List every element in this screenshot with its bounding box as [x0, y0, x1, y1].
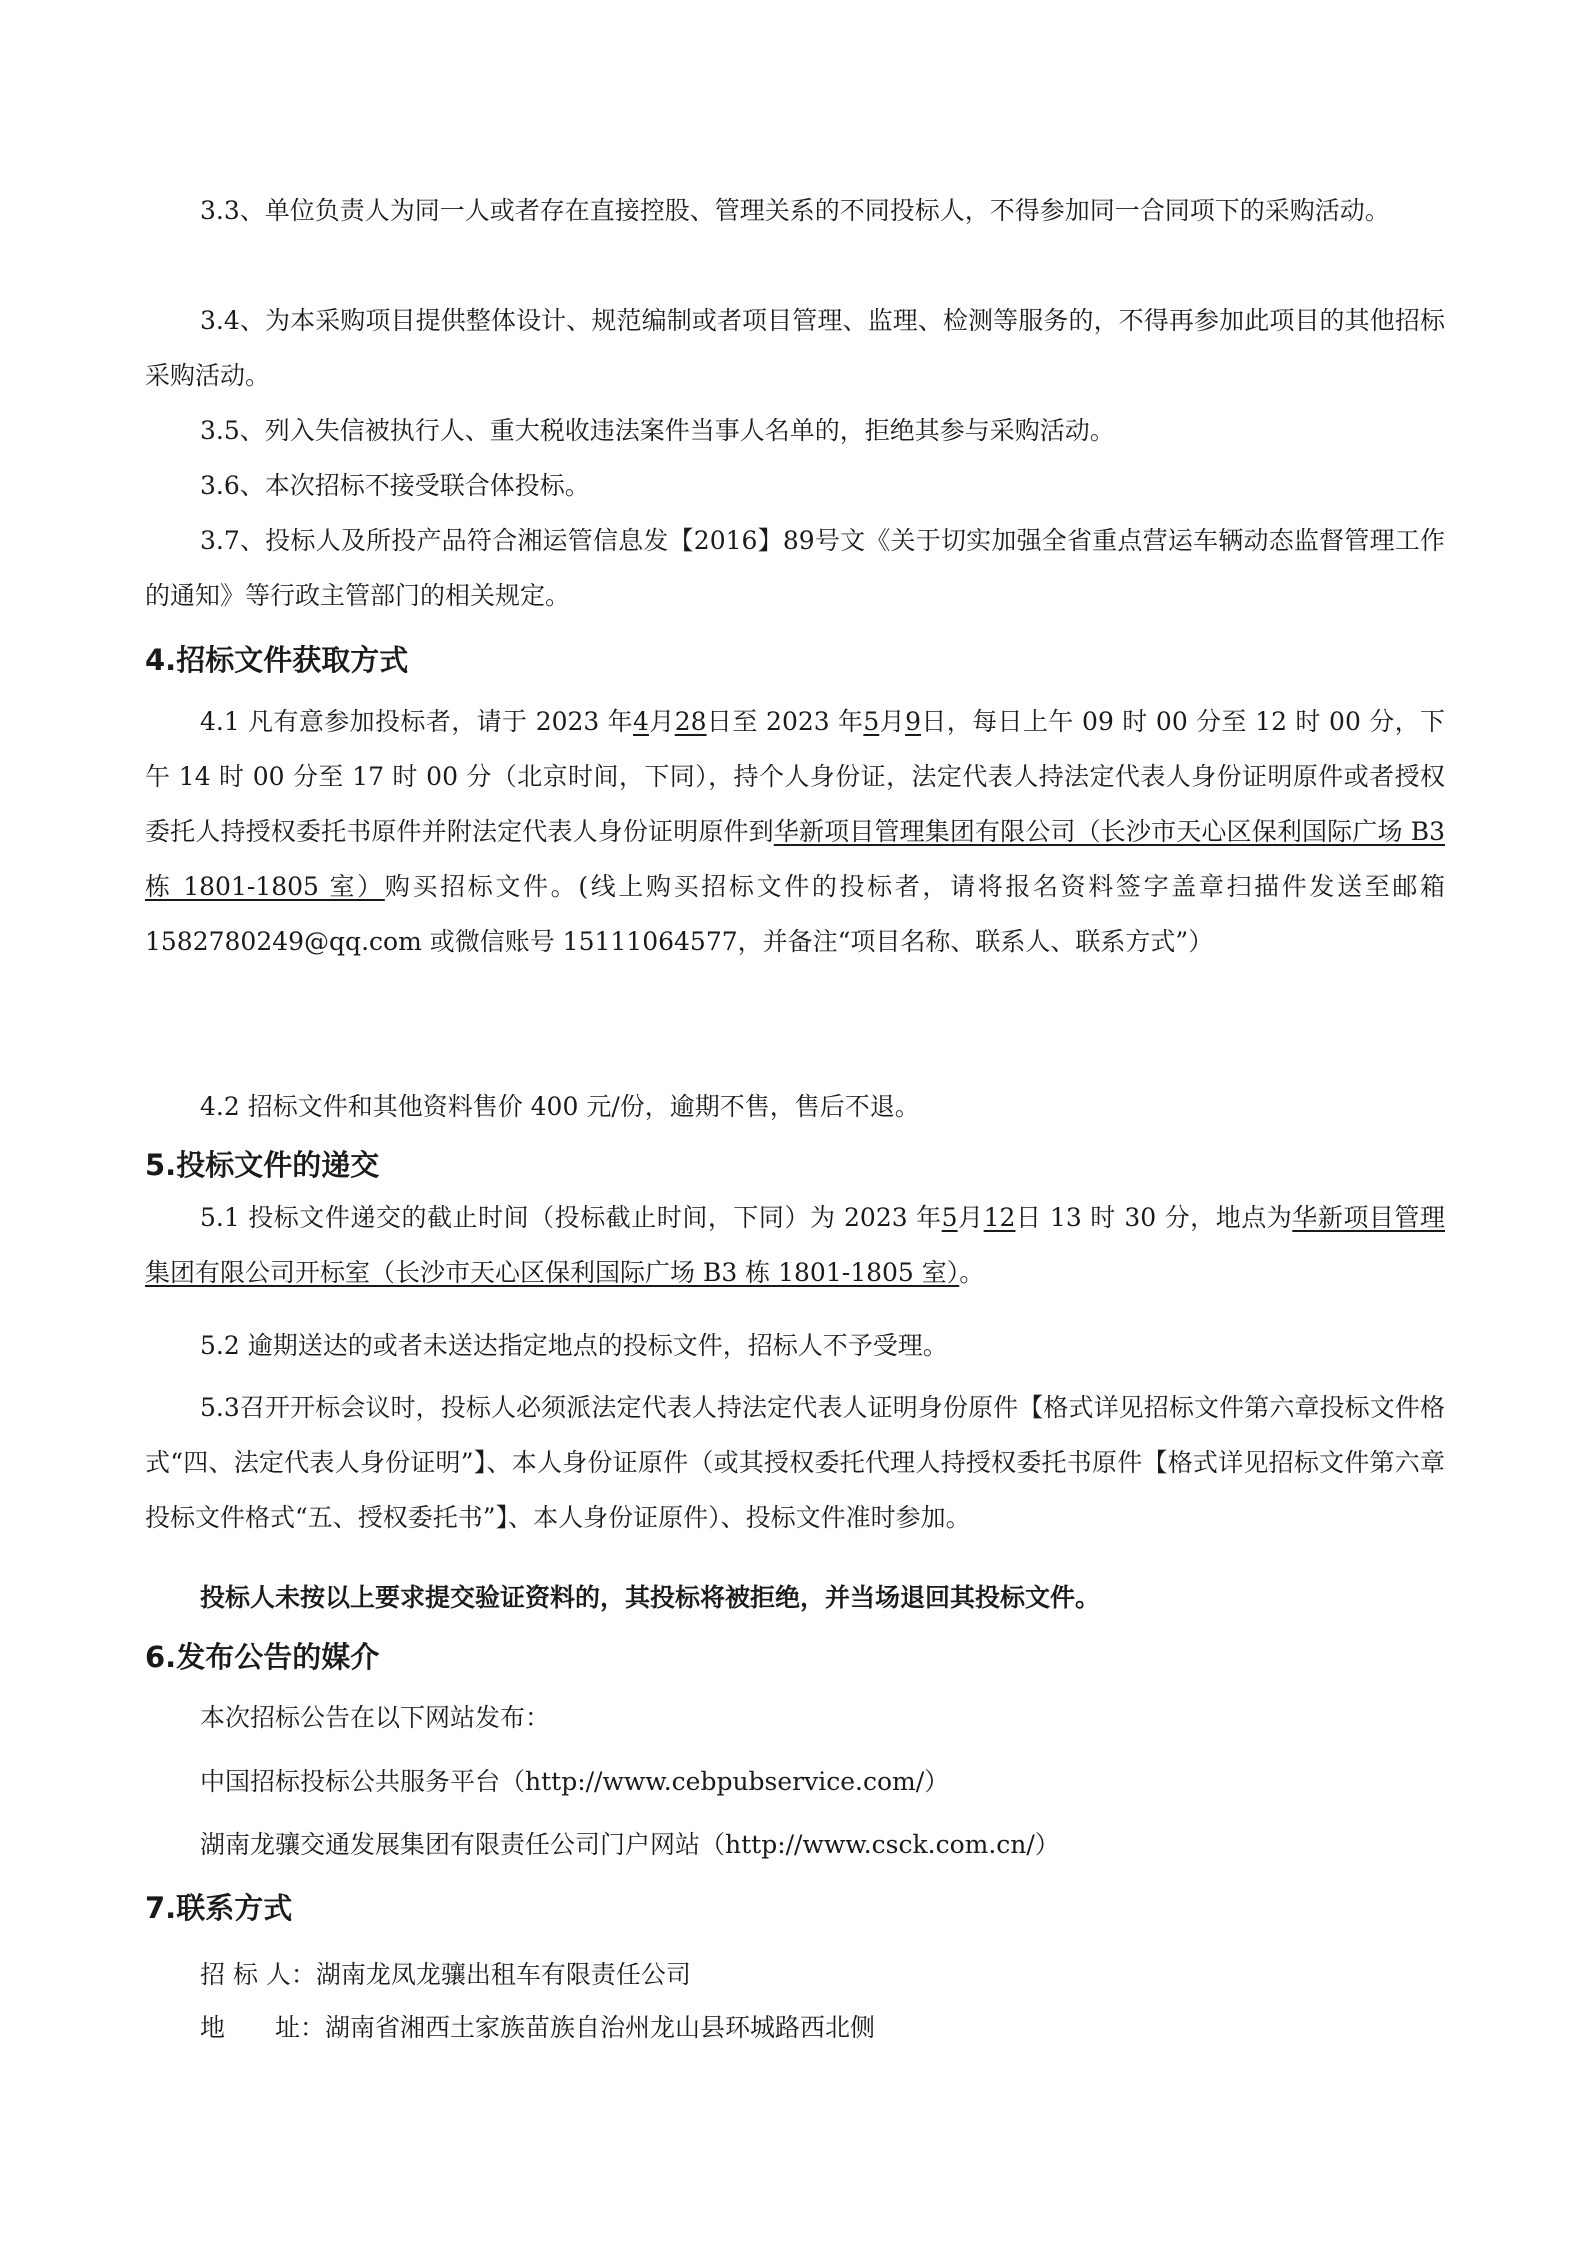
clause-5-1-text-a: 5.1 投标文件递交的截止时间（投标截止时间，下同）为 2023 年 — [200, 1203, 942, 1232]
end-month: 5 — [863, 707, 880, 736]
clause-4-1-text-f: 购买招标文件。(线上购买招标文件的投标者，请将报名资料签字盖章扫描件发送至邮箱 1582780249@qq.com 或微信账号 15111064577，并备注“项目名称、联系人、联系方式”） — [145, 872, 1445, 956]
end-day: 9 — [905, 707, 921, 736]
deadline-day: 12 — [983, 1203, 1016, 1232]
section-5-heading: 5.投标文件的递交 — [145, 1148, 380, 1182]
deadline-month: 5 — [941, 1203, 958, 1232]
contact-address: 地 址：湖南省湘西土家族苗族自治州龙山县环城路西北侧 — [200, 2013, 876, 2042]
submission-location: 华新项目管理集团有限公司开标室（长沙市天心区保利国际广场 B3 栋 1801-1805 室） — [145, 1203, 1445, 1287]
clause-3-5: 3.5、列入失信被执行人、重大税收违法案件当事人名单的，拒绝其参与采购活动。 — [200, 416, 1115, 445]
clause-4-1-text-a: 4.1 凡有意参加投标者，请于 2023 年 — [200, 707, 634, 736]
start-day: 28 — [674, 707, 707, 736]
clause-4-1-text-e: 日，每日上午 09 时 00 分至 12 时 00 分，下午 14 时 00 分至 17 时 00 分（北京时间，下同），持个人身份证，法定代表人持法定代表人身份证明原件或者授权委托人持授权委托书原件并附法定代表人身份证明原件到 — [145, 707, 1445, 846]
clause-3-7: 3.7、投标人及所投产品符合湘运管信息发【2016】89号文《关于切实加强全省重点营运车辆动态监督管理工作的通知》等行政主管部门的相关规定。 — [145, 526, 1445, 610]
section-6-heading: 6.发布公告的媒介 — [145, 1640, 380, 1674]
clause-5-3: 5.3召开开标会议时，投标人必须派法定代表人持法定代表人证明身份原件【格式详见招标文件第六章投标文件格式“四、法定代表人身份证明”】、本人身份证原件（或其授权委托代理人持授权委托书原件【格式详见招标文件第六章投标文件格式“五、授权委托书”】、本人身份证原件）、投标文件准时参加。 — [145, 1393, 1445, 1532]
purchase-location: 华新项目管理集团有限公司（长沙市天心区保利国际广场 B3 栋 1801-1805 室） — [145, 817, 1445, 901]
clause-4-2: 4.2 招标文件和其他资料售价 400 元/份，逾期不售，售后不退。 — [200, 1092, 920, 1121]
clause-3-3: 3.3、单位负责人为同一人或者存在直接控股、管理关系的不同投标人，不得参加同一合同项下的采购活动。 — [200, 196, 1390, 225]
start-month: 4 — [633, 707, 649, 736]
clause-3-4: 3.4、为本采购项目提供整体设计、规范编制或者项目管理、监理、检测等服务的，不得再参加此项目的其他招标采购活动。 — [145, 306, 1445, 390]
clause-4-1-text-c: 日至 2023 年 — [706, 707, 864, 736]
clause-5-1-text-c: 日 13 时 30 分，地点为 — [1015, 1203, 1293, 1232]
contact-tenderer: 招 标 人：湖南龙凤龙骧出租车有限责任公司 — [200, 1960, 691, 1989]
section-4-heading: 4.招标文件获取方式 — [145, 643, 409, 677]
clause-5-1-text-b: 月 — [957, 1203, 984, 1232]
clause-4-1 — [145, 694, 1445, 969]
clause-3-6: 3.6、本次招标不接受联合体投标。 — [200, 471, 590, 500]
clause-5-1-text-e: 。 — [959, 1258, 985, 1287]
publish-site-csck: 湖南龙骧交通发展集团有限责任公司门户网站（http://www.csck.com.cn/） — [200, 1830, 1060, 1859]
section-7-heading: 7.联系方式 — [145, 1891, 293, 1925]
publish-intro: 本次招标公告在以下网站发布： — [200, 1703, 551, 1732]
rejection-note: 投标人未按以上要求提交验证资料的，其投标将被拒绝，并当场退回其投标文件。 — [200, 1583, 1101, 1612]
clause-5-1 — [145, 1190, 1445, 1300]
clause-5-2: 5.2 逾期送达的或者未送达指定地点的投标文件，招标人不予受理。 — [200, 1331, 948, 1360]
clause-4-1-text-b: 月 — [648, 707, 675, 736]
clause-4-1-text-d: 月 — [879, 707, 906, 736]
publish-site-cebpubservice: 中国招标投标公共服务平台（http://www.cebpubservice.com/） — [200, 1767, 950, 1796]
